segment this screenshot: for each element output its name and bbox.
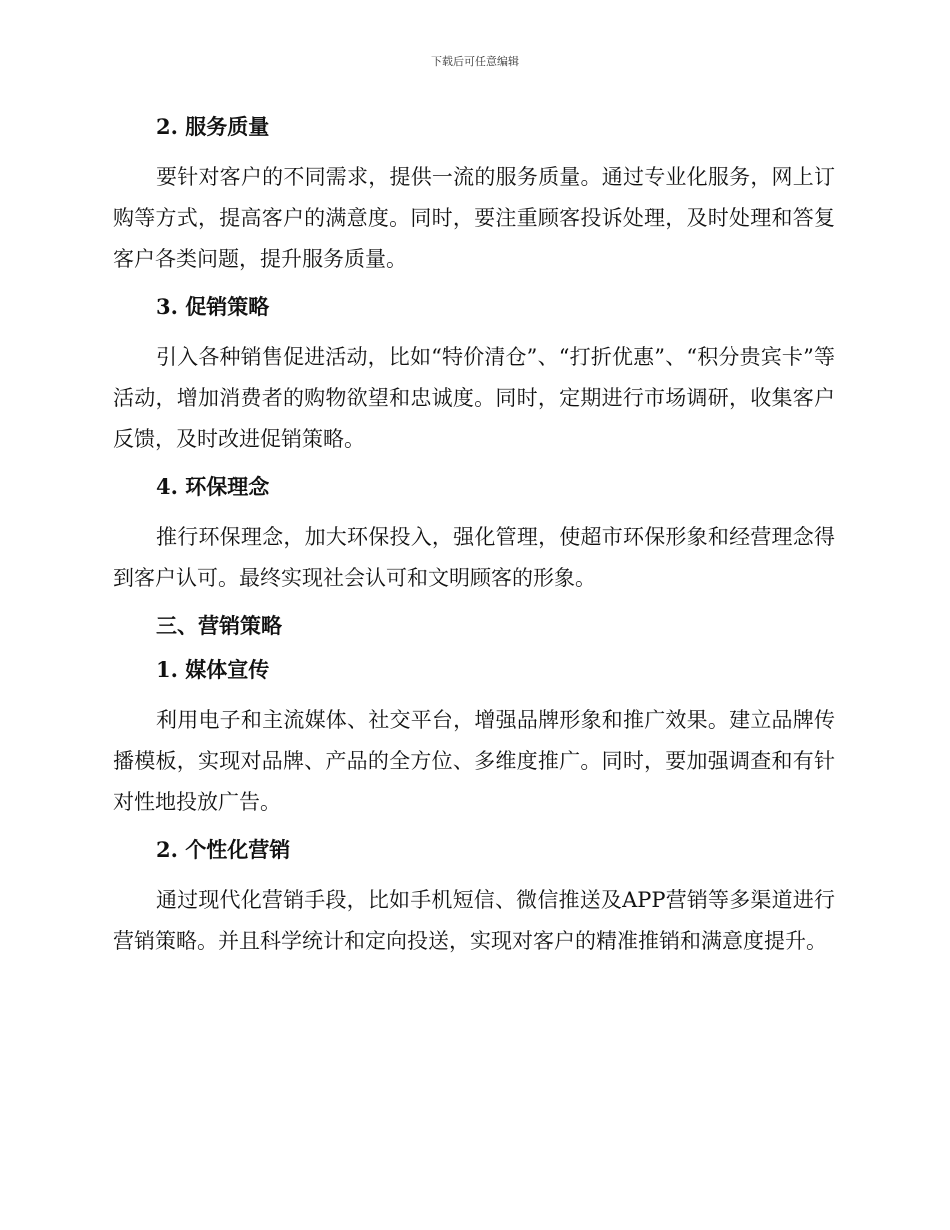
paragraph-service-quality: 要针对客户的不同需求，提供一流的服务质量。通过专业化服务，网上订购等方式，提高客户的满意度。同时，要注重顾客投诉处理，及时处理和答复客户各类问题，提升服务质量。 <box>113 165 835 271</box>
heading-promotion-strategy: 3. 促销策略 <box>156 294 270 319</box>
heading-marketing-strategy: 三、营销策略 <box>156 613 282 638</box>
paragraph-eco-concept: 推行环保理念，加大环保投入，强化管理，使超市环保形象和经营理念得到客户认可。最终实现社会认可和文明顾客的形象。 <box>113 525 835 590</box>
paragraph-personalized-marketing: 通过现代化营销手段，比如手机短信、微信推送及APP营销等多渠道进行营销策略。并且科学统计和定向投送，实现对客户的精准推销和满意度提升。 <box>113 888 835 953</box>
paragraph-media-promotion: 利用电子和主流媒体、社交平台，增强品牌形象和推广效果。建立品牌传播模板，实现对品牌、产品的全方位、多维度推广。同时，要加强调查和有针对性地投放广告。 <box>113 708 835 814</box>
document-body <box>113 113 835 962</box>
heading-service-quality: 2. 服务质量 <box>156 114 270 139</box>
heading-personalized-marketing: 2. 个性化营销 <box>156 837 291 862</box>
paragraph-promotion-strategy: 引入各种销售促进活动，比如“特价清仓”、“打折优惠”、“积分贵宾卡”等活动，增加消费者的购物欲望和忠诚度。同时，定期进行市场调研，收集客户反馈，及时改进促销策略。 <box>113 345 835 451</box>
heading-eco-concept: 4. 环保理念 <box>156 474 270 499</box>
heading-media-promotion: 1. 媒体宣传 <box>156 657 270 682</box>
page-header: 下载后可任意编辑 <box>431 55 519 68</box>
